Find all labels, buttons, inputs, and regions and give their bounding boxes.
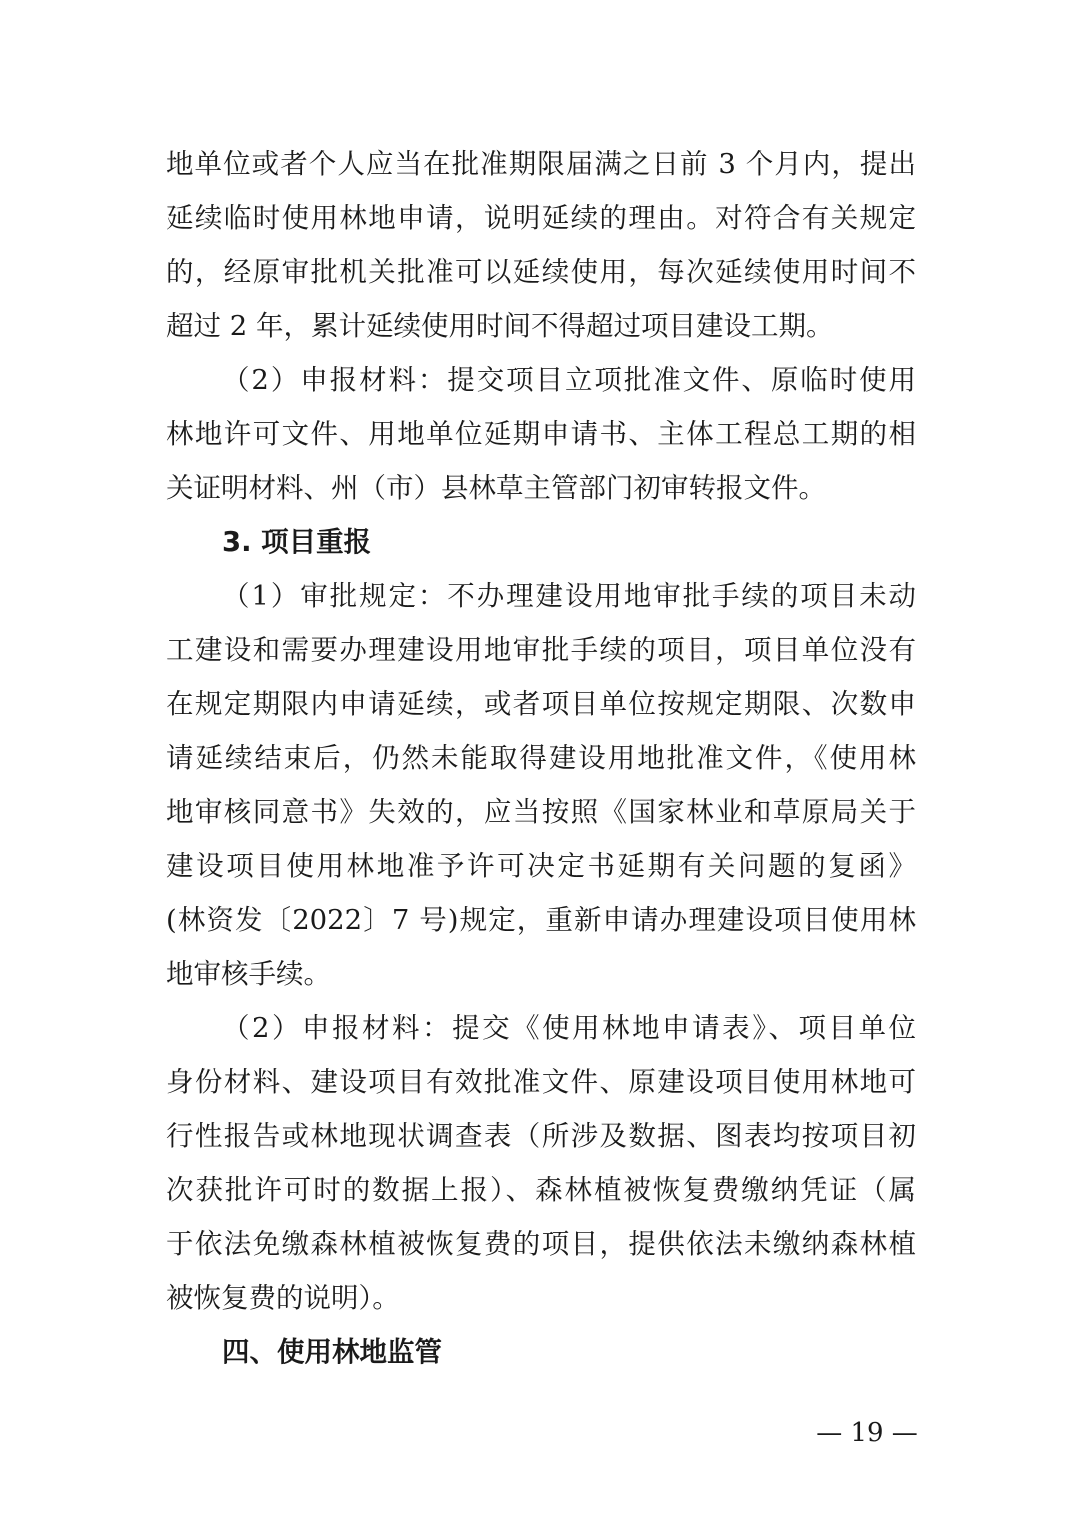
paragraph-line: 延续临时使用林地申请，说明延续的理由。对符合有关规定 <box>166 202 916 234</box>
paragraph-line: 身份材料、建设项目有效批准文件、原建设项目使用林地可 <box>166 1066 916 1098</box>
paragraph-line: (林资发〔2022〕7 号)规定，重新申请办理建设项目使用林 <box>166 904 916 936</box>
paragraph-line: 超过 2 年，累计延续使用时间不得超过项目建设工期。 <box>166 310 834 342</box>
paragraph-line: 工建设和需要办理建设用地审批手续的项目，项目单位没有 <box>166 634 916 666</box>
page-number: — 19 — <box>816 1418 918 1448</box>
paragraph-line: 地审核手续。 <box>166 958 331 990</box>
section-heading-project-resubmit: 3. 项目重报 <box>222 526 372 558</box>
paragraph-line: 行性报告或林地现状调查表（所涉及数据、图表均按项目初 <box>166 1120 916 1152</box>
paragraph-line: 被恢复费的说明）。 <box>166 1282 400 1314</box>
paragraph-line: 建设项目使用林地准予许可决定书延期有关问题的复函》 <box>166 850 916 882</box>
section-heading-forest-land-supervision: 四、使用林地监管 <box>222 1336 442 1368</box>
paragraph-line: 关证明材料、州（市）县林草主管部门初审转报文件。 <box>166 472 826 504</box>
paragraph-line: 地审核同意书》失效的，应当按照《国家林业和草原局关于 <box>166 796 916 828</box>
paragraph-line: 的，经原审批机关批准可以延续使用，每次延续使用时间不 <box>166 256 916 288</box>
paragraph-line: 地单位或者个人应当在批准期限届满之日前 3 个月内，提出 <box>166 148 916 180</box>
paragraph-line: （2）申报材料：提交《使用林地申请表》、项目单位 <box>222 1012 916 1044</box>
paragraph-line: 在规定期限内申请延续，或者项目单位按规定期限、次数申 <box>166 688 916 720</box>
paragraph-line: （2）申报材料：提交项目立项批准文件、原临时使用 <box>222 364 916 396</box>
paragraph-line: （1）审批规定：不办理建设用地审批手续的项目未动 <box>222 580 916 612</box>
paragraph-line: 次获批许可时的数据上报）、森林植被恢复费缴纳凭证（属 <box>166 1174 916 1206</box>
paragraph-line: 于依法免缴森林植被恢复费的项目，提供依法未缴纳森林植 <box>166 1228 916 1260</box>
paragraph-line: 请延续结束后，仍然未能取得建设用地批准文件，《使用林 <box>166 742 916 774</box>
paragraph-line: 林地许可文件、用地单位延期申请书、主体工程总工期的相 <box>166 418 916 450</box>
document-body <box>166 137 916 1379</box>
